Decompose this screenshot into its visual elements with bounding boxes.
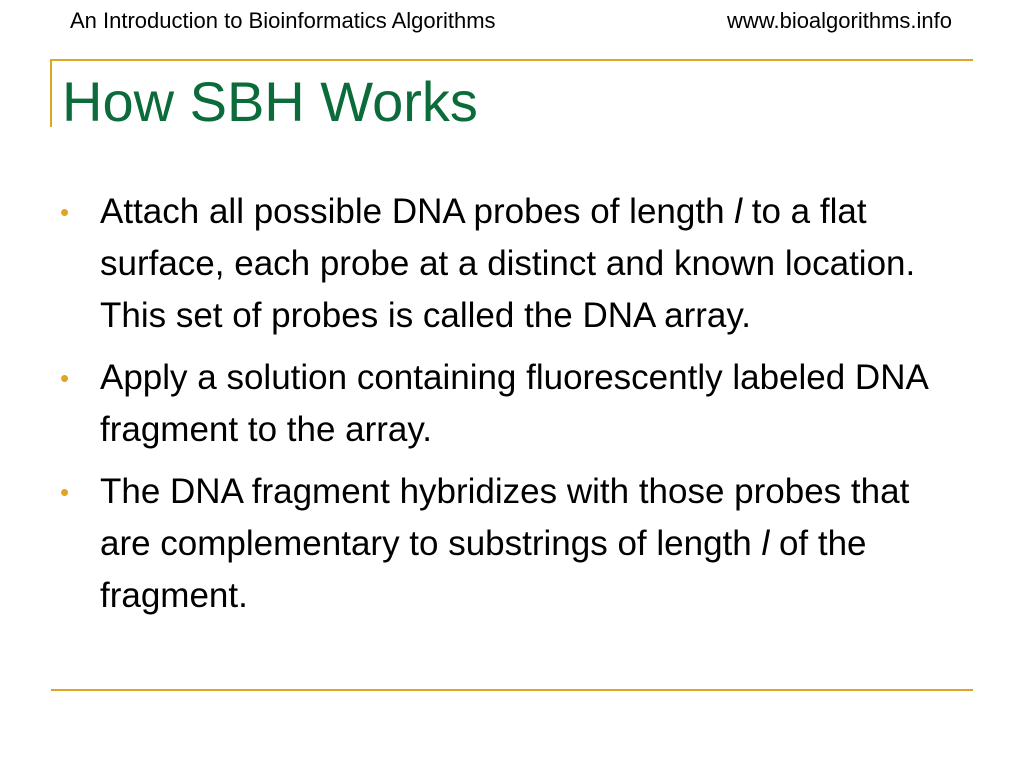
header-course-title: An Introduction to Bioinformatics Algorithms [70,8,496,33]
bullet-text-part: The DNA fragment hybridizes with those probes that are complementary to substrings of length [100,472,910,563]
slide-title: How SBH Works [62,70,478,133]
bullet-item [60,466,960,622]
bullet-item [60,186,960,342]
bullet-dot-icon: • [60,363,70,393]
bullet-dot-icon: • [60,197,70,227]
top-divider [51,59,973,61]
bullet-text-part: of the fragment. [100,524,867,615]
bullet-text-part: Attach all possible DNA probes of length [100,192,735,231]
bottom-divider [51,689,973,691]
bullet-italic-variable: l [761,524,770,563]
bullet-text-part: Apply a solution containing fluorescently labeled DNA fragment to the array. [100,358,927,449]
bullet-italic-variable: l [734,192,743,231]
bullet-item [60,352,960,456]
bullet-dot-icon: • [60,477,70,507]
left-divider [50,59,52,127]
header-website-url: www.bioalgorithms.info [727,8,952,33]
bullet-text [100,352,960,456]
bullet-text-part: to a flat surface, each probe at a distinct and known location. This set of probes is called the DNA array. [100,192,916,335]
bullet-text [100,466,960,622]
bullet-list [60,186,960,632]
bullet-text [100,186,960,342]
